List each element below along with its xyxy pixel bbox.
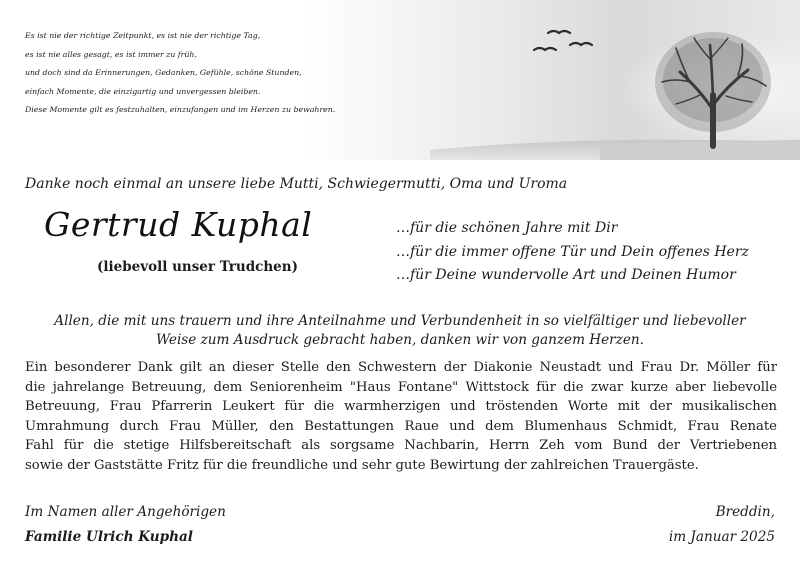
special-thanks-line: Ein besonderer Dank gilt an dieser Stelle den Schwestern der Diakonie Neustadt und Frau Dr. Möller für	[25, 360, 777, 375]
poem-line: Es ist nie der richtige Zeitpunkt, es ist nie der richtige Tag,	[25, 31, 261, 40]
deceased-name: Gertrud Kuphal	[44, 205, 313, 244]
poem-line: es ist nie alles gesagt, es ist immer zu früh,	[25, 49, 197, 59]
thanks-reasons	[396, 217, 749, 288]
reason-line: …für die schönen Jahre mit Dir	[396, 220, 618, 236]
general-thanks-line: Weise zum Ausdruck gebracht haben, danken wir von ganzem Herzen.	[156, 331, 644, 348]
general-thanks	[25, 312, 775, 349]
special-thanks-line: die jahrelange Betreuung, dem Seniorenheim "Haus Fontane" Wittstock für die zwar kurze aber liebevolle	[25, 379, 777, 395]
poem-line: und doch sind da Erinnerungen, Gedanken, Gefühle, schöne Stunden,	[25, 68, 302, 77]
date-text: im Januar 2025	[668, 529, 775, 545]
reason-line: …für die immer offene Tür und Dein offenes Herz	[396, 243, 749, 260]
header-banner	[0, 0, 800, 160]
reason-line: …für Deine wundervolle Art und Deinen Humor	[396, 267, 736, 283]
poem	[25, 27, 565, 120]
deceased-nickname: (liebevoll unser Trudchen)	[97, 259, 298, 275]
place-text: Breddin,	[715, 504, 775, 520]
signature-block	[25, 500, 226, 550]
on-behalf-text: Im Namen aller Angehörigen	[25, 504, 226, 520]
special-thanks-line: Fahl für die stetige Hilfsbereitschaft als sorgsame Nachbarin, Herrn Zeh vom Bund der Vertriebenen	[25, 438, 777, 454]
poem-line: einfach Momente, die einzigartig und unvergessen bleiben.	[25, 86, 261, 96]
family-name: Familie Ulrich Kuphal	[25, 529, 193, 545]
special-thanks-line: Betreuung, Frau Pfarrerin Leukert für die warmherzigen und tröstenden Worte mit der musikalischen	[25, 399, 777, 415]
place-date-block	[669, 500, 775, 550]
poem-line: Diese Momente gilt es festzuhalten, einzufangen und im Herzen zu bewahren.	[25, 105, 336, 114]
thanks-intro: Danke noch einmal an unsere liebe Mutti, Schwiegermutti, Oma und Uroma	[25, 176, 568, 192]
special-thanks	[25, 358, 777, 476]
special-thanks-line: Umrahmung durch Frau Müller, den Bestattungen Raue und dem Blumenhaus Schmidt, Frau Renate	[25, 418, 777, 434]
special-thanks-line: sowie der Gaststätte Fritz für die freundliche und sehr gute Bewirtung der zahlreichen Trauergäste.	[25, 457, 699, 473]
general-thanks-line: Allen, die mit uns trauern und ihre Anteilnahme und Verbundenheit in so vielfältiger und liebevoller	[54, 313, 746, 329]
